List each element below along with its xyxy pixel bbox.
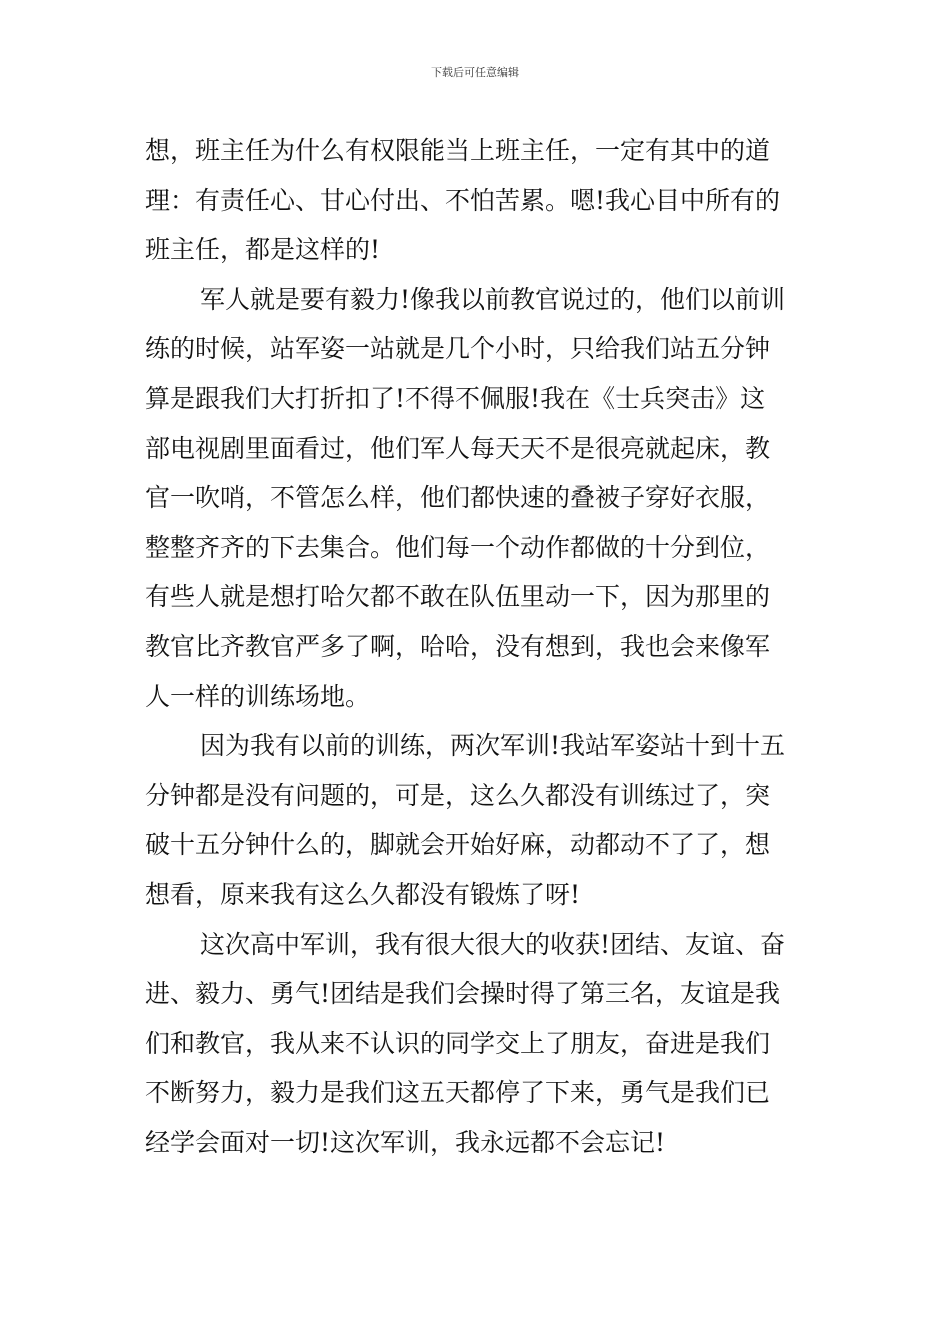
text-line: 教官比齐教官严多了啊，哈哈，没有想到，我也会来像军 (145, 631, 771, 661)
text-line: 部电视剧里面看过，他们军人每天天不是很亮就起床，教 (145, 433, 771, 463)
paragraph-first-line: 这次高中军训，我有很大很大的收获!团结、友谊、奋 (200, 929, 786, 959)
document-body (145, 126, 807, 1167)
text-line: 不断努力，毅力是我们这五天都停了下来，勇气是我们已 (145, 1078, 771, 1108)
text-line: 经学会面对一切!这次军训，我永远都不会忘记! (145, 1127, 666, 1157)
text-line: 想看，原来我有这么久都没有锻炼了呀! (145, 879, 581, 909)
text-line: 有些人就是想打哈欠都不敢在队伍里动一下，因为那里的 (145, 582, 771, 612)
paragraph-first-line: 军人就是要有毅力!像我以前教官说过的，他们以前训 (200, 284, 786, 314)
text-line: 们和教官，我从来不认识的同学交上了朋友，奋进是我们 (145, 1028, 771, 1058)
text-line: 整整齐齐的下去集合。他们每一个动作都做的十分到位， (145, 532, 771, 562)
text-line: 进、毅力、勇气!团结是我们会操时得了第三名，友谊是我 (145, 979, 781, 1009)
text-line: 练的时候，站军姿一站就是几个小时，只给我们站五分钟 (145, 334, 771, 364)
text-line: 人一样的训练场地。 (145, 681, 371, 711)
page-header: 下载后可任意编辑 (431, 66, 519, 79)
text-line: 算是跟我们大打折扣了!不得不佩服!我在《士兵突击》这 (145, 383, 766, 413)
text-line: 破十五分钟什么的，脚就会开始好麻，动都动不了了，想 (145, 830, 771, 860)
paragraph-first-line: 因为我有以前的训练，两次军训!我站军姿站十到十五 (200, 731, 786, 761)
text-line: 班主任，都是这样的! (145, 235, 381, 265)
text-line: 官一吹哨，不管怎么样，他们都快速的叠被子穿好衣服， (145, 483, 771, 513)
text-line: 想，班主任为什么有权限能当上班主任，一定有其中的道 (145, 136, 771, 165)
text-line: 理：有责任心、甘心付出、不怕苦累。嗯!我心目中所有的 (145, 185, 781, 215)
text-line: 分钟都是没有问题的，可是，这么久都没有训练过了，突 (145, 780, 771, 810)
